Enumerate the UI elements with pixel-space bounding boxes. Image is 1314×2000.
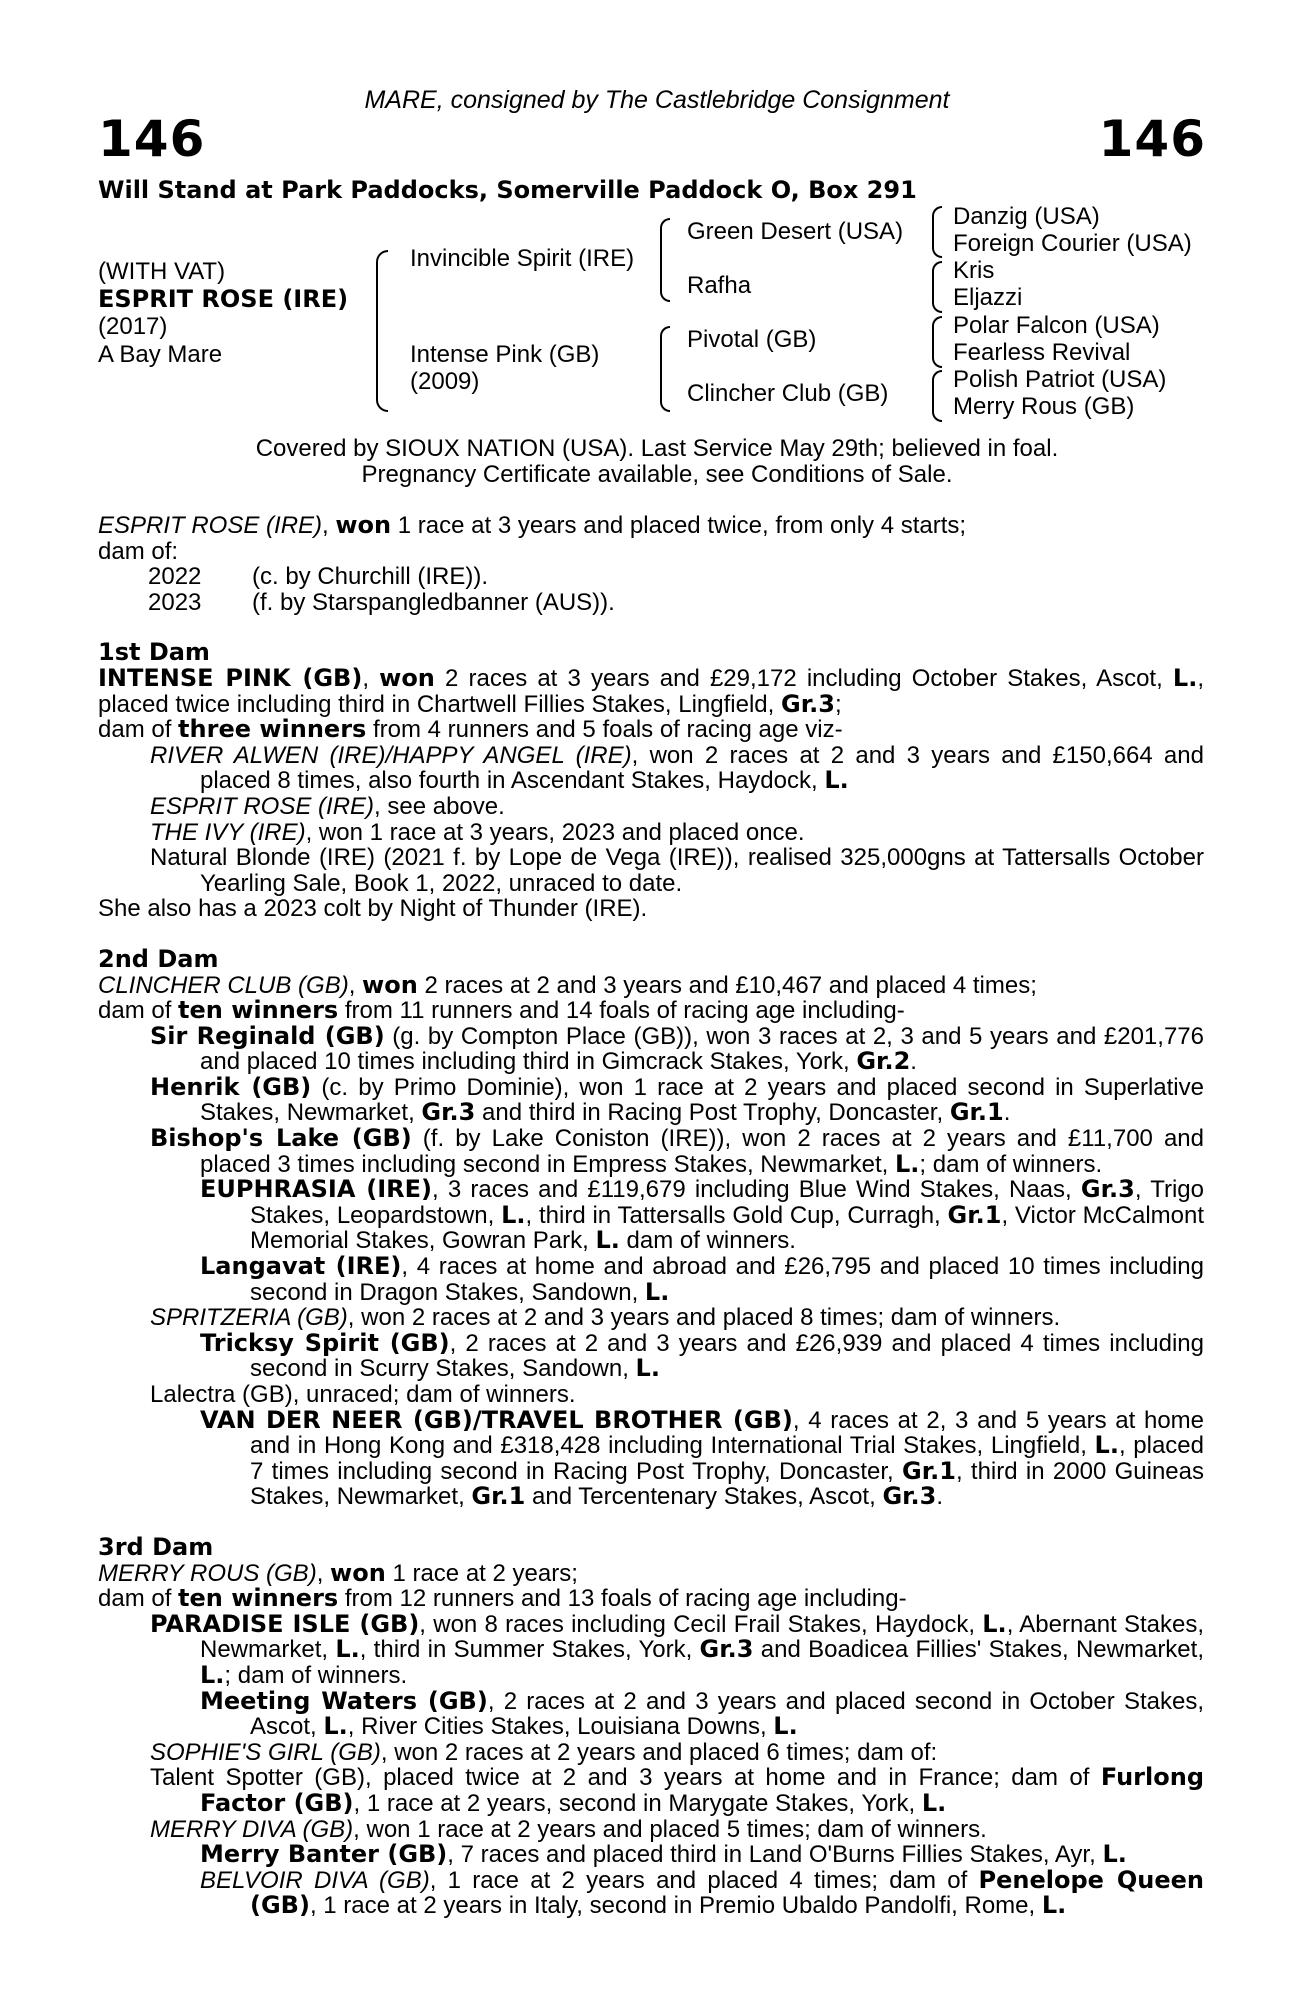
horse-name: ESPRIT ROSE (IRE) [98, 285, 349, 313]
produce-esprit-rose: ESPRIT ROSE (IRE), see above. [150, 792, 505, 820]
ggp-7: Polish Patriot (USA) [953, 366, 1167, 393]
produce-sir-reginald: Sir Reginald (GB) (g. by Compton Place (GB)), won 3 races at 2, 3 and 5 years and £201,776 and placed 10 times including third in Gimcrack Stakes, York, Gr.2. [150, 1021, 1204, 1076]
dam-of-label: dam of: [98, 537, 179, 565]
sire-dam: Rafha [687, 272, 752, 299]
sire-name: Invincible Spirit (IRE) [410, 245, 635, 272]
dam-year: (2009) [410, 368, 480, 395]
produce-merry-banter: Merry Banter (GB), 7 races and placed third in Land O'Burns Fillies Stakes, Ayr, L. [200, 1840, 1127, 1869]
produce-meeting-waters: Meeting Waters (GB), 2 races at 2 and 3 years and placed second in October Stakes, Ascot, L., River Cities Stakes, Louisiana Downs, L. [200, 1686, 1204, 1741]
consignment-line: MARE, consigned by The Castlebridge Consignment [364, 86, 950, 114]
produce-bishops-lake: Bishop's Lake (GB) (f. by Lake Coniston (IRE)), won 2 races at 2 years and £11,700 and placed 3 times including second in Empress Stakes, Newmarket, L.; dam of winners. [150, 1124, 1204, 1178]
produce-spritzeria: SPRITZERIA (GB), won 2 races at 2 and 3 years and placed 8 times; dam of winners. [150, 1304, 1061, 1332]
produce-2022: 2022 (c. by Churchill (IRE)). [148, 563, 489, 591]
produce-2023-colt: She also has a 2023 colt by Night of Thunder (IRE). [98, 895, 648, 923]
produce-natural-blonde: Natural Blonde (IRE) (2021 f. by Lope de Vega (IRE)), realised 325,000gns at Tattersalls October Yearling Sale, Book 1, 2022, unraced to date. [150, 844, 1204, 897]
produce-lalectra: Lalectra (GB), unraced; dam of winners. [150, 1381, 576, 1408]
lot-number-right: 146 [1098, 110, 1206, 168]
vat-note: (WITH VAT) [98, 258, 226, 285]
brace-3a [932, 206, 942, 258]
produce-the-ivy: THE IVY (IRE), won 1 race at 3 years, 2023 and placed once. [150, 818, 805, 846]
brace-3d [932, 370, 942, 422]
dam-dam: Clincher Club (GB) [687, 380, 889, 407]
third-dam-winners: dam of ten winners from 12 runners and 13 foals of racing age including- [98, 1584, 907, 1613]
stand-location: Will Stand at Park Paddocks, Somerville Paddock O, Box 291 [98, 176, 917, 204]
first-dam-heading: 1st Dam [98, 638, 210, 667]
covered-line-2: Pregnancy Certificate available, see Conditions of Sale. [361, 461, 953, 488]
brace-2b [660, 326, 670, 412]
produce-paradise-isle: PARADISE ISLE (GB), won 8 races including Cecil Frail Stakes, Haydock, L., Abernant Stakes, Newmarket, L., third in Summer Stakes, York, Gr.3 and Boadicea Fillies' Stakes, Newmarket, L.; dam of winners. [150, 1609, 1205, 1689]
brace-1 [376, 250, 388, 412]
horse-year: (2017) [98, 313, 168, 340]
ggp-6: Fearless Revival [953, 339, 1131, 366]
ggp-2: Foreign Courier (USA) [953, 230, 1192, 257]
produce-2023: 2023 (f. by Starspangledbanner (AUS)). [148, 588, 615, 616]
produce-merry-diva: MERRY DIVA (GB), won 1 race at 2 years and placed 5 times; dam of winners. [150, 1815, 987, 1843]
second-dam-winners: dam of ten winners from 11 runners and 14 foals of racing age including- [98, 996, 905, 1025]
produce-van-der-neer: VAN DER NEER (GB)/TRAVEL BROTHER (GB), 4 races at 2, 3 and 5 years at home and in Hong Kong and £318,428 including International Trial Stakes, Lingfield, L., placed 7 times including second in Racing Post Trophy, Doncaster, Gr.1, third in 2000 Guineas Stakes, Newmarket, Gr.1 and Tercentenary Stakes, Ascot, Gr.3. [200, 1405, 1205, 1511]
produce-river-alwen: RIVER ALWEN (IRE)/HAPPY ANGEL (IRE), won 2 races at 2 and 3 years and £150,664 and placed 8 times, also fourth in Ascendant Stakes, Haydock, L. [150, 741, 1204, 795]
dam-sire: Pivotal (GB) [687, 326, 817, 353]
produce-record [98, 513, 1204, 1919]
first-dam-winners: dam of three winners from 4 runners and 5 foals of racing age viz- [98, 715, 843, 744]
lot-number-left: 146 [98, 110, 206, 168]
produce-euphrasia: EUPHRASIA (IRE), 3 races and £119,679 including Blue Wind Stakes, Naas, Gr.3, Trigo Stakes, Leopardstown, L., third in Tattersalls Gold Cup, Curragh, Gr.1, Victor McCalmont Memorial Stakes, Gowran Park, L. dam of winners. [200, 1175, 1205, 1255]
brace-2a [660, 218, 670, 302]
ggp-5: Polar Falcon (USA) [953, 312, 1160, 339]
third-dam-heading: 3rd Dam [98, 1532, 214, 1561]
first-dam-record: INTENSE PINK (GB), won 2 races at 3 years and £29,172 including October Stakes, Ascot, L., placed twice including third in Chartwell Fillies Stakes, Lingfield, Gr.3; [98, 663, 1204, 718]
brace-3c [932, 316, 942, 368]
third-dam-record: MERRY ROUS (GB), won 1 race at 2 years; [98, 1558, 578, 1587]
produce-talent-spotter: Talent Spotter (GB), placed twice at 2 and 3 years at home and in France; dam of Furlong Factor (GB), 1 race at 2 years, second in Marygate Stakes, York, L. [150, 1763, 1204, 1817]
brace-3b [932, 261, 942, 313]
covered-line-1: Covered by SIOUX NATION (USA). Last Service May 29th; believed in foal. [255, 435, 1059, 462]
produce-henrik: Henrik (GB) (c. by Primo Dominie), won 1 race at 2 years and placed second in Superlative Stakes, Newmarket, Gr.3 and third in Racing Post Trophy, Doncaster, Gr.1. [150, 1072, 1204, 1127]
produce-sophies-girl: SOPHIE'S GIRL (GB), won 2 races at 2 years and placed 6 times; dam of: [150, 1738, 938, 1766]
ggp-8: Merry Rous (GB) [953, 393, 1135, 420]
produce-langavat: Langavat (IRE), 4 races at home and abroad and £26,795 and placed 10 times including second in Dragon Stakes, Sandown, L. [200, 1252, 1205, 1306]
produce-belvoir-diva: BELVOIR DIVA (GB), 1 race at 2 years and placed 4 times; dam of Penelope Queen (GB), 1 race at 2 years in Italy, second in Premio Ubaldo Pandolfi, Rome, L. [200, 1865, 1205, 1920]
second-dam-heading: 2nd Dam [98, 944, 219, 973]
horse-description: A Bay Mare [98, 341, 223, 368]
ggp-1: Danzig (USA) [953, 203, 1100, 230]
intro-line: ESPRIT ROSE (IRE), won 1 race at 3 years and placed twice, from only 4 starts; [98, 511, 967, 539]
produce-tricksy-spirit: Tricksy Spirit (GB), 2 races at 2 and 3 years and £26,939 and placed 4 times including second in Scurry Stakes, Sandown, L. [200, 1328, 1204, 1383]
ggp-4: Eljazzi [953, 284, 1023, 311]
sire-sire: Green Desert (USA) [687, 218, 904, 245]
ggp-3: Kris [953, 257, 995, 284]
second-dam-record: CLINCHER CLUB (GB), won 2 races at 2 and 3 years and £10,467 and placed 4 times; [98, 970, 1037, 999]
dam-name: Intense Pink (GB) [410, 341, 600, 368]
